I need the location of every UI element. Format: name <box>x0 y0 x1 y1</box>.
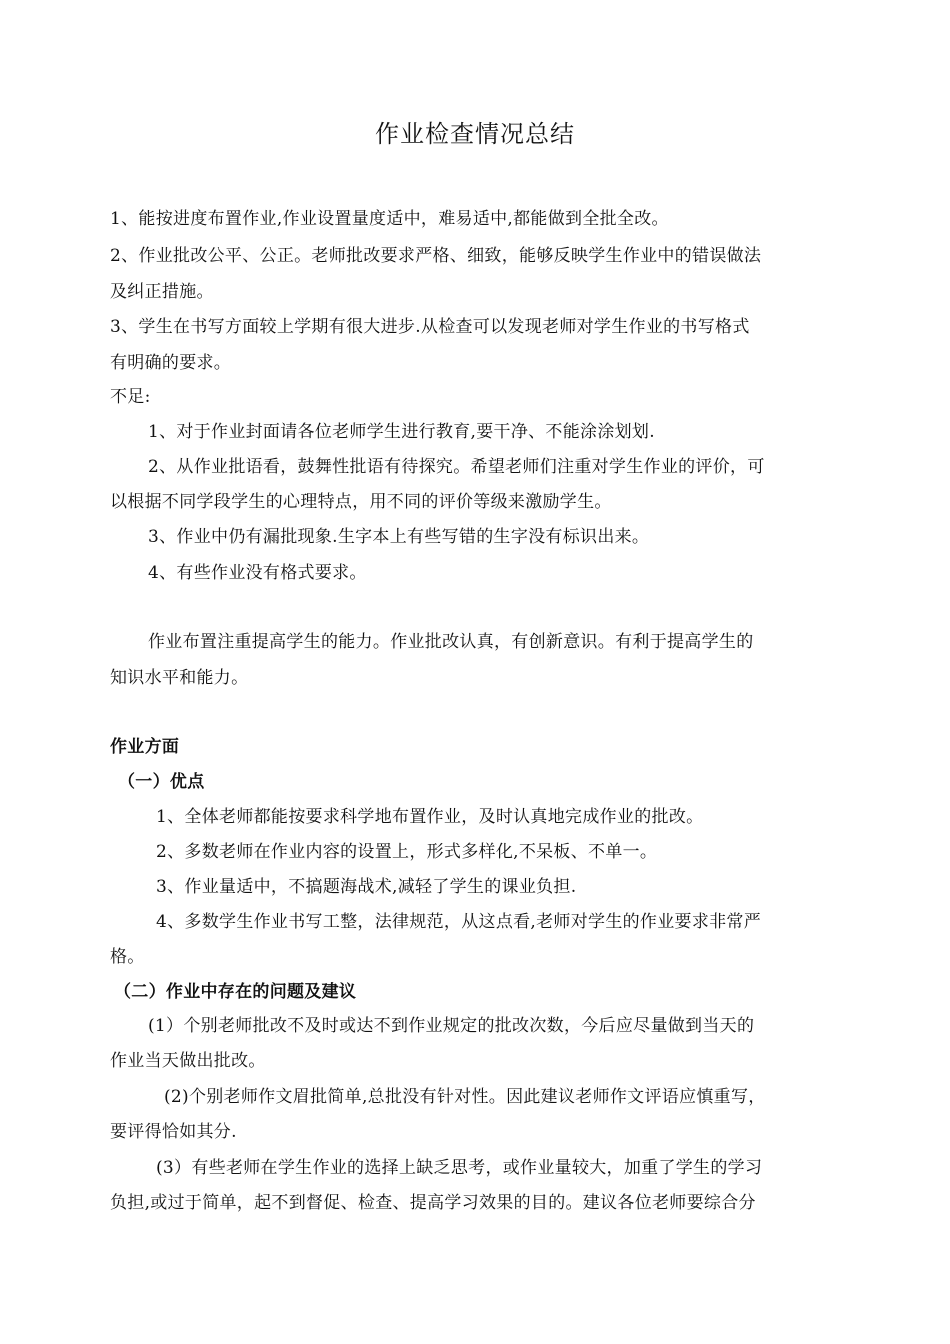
text-line: 要评得恰如其分. <box>110 1122 237 1142</box>
text-line: 有明确的要求。 <box>110 353 232 373</box>
section-label: 不足: <box>110 387 151 407</box>
text-line: 负担,或过于简单，起不到督促、检查、提高学习效果的目的。建议各位老师要综合分 <box>110 1193 756 1213</box>
text-line: 3、作业中仍有漏批现象.生字本上有些写错的生字没有标识出来。 <box>148 527 650 547</box>
text-line: 3、作业量适中，不搞题海战术,减轻了学生的课业负担. <box>156 877 577 897</box>
text-line: 知识水平和能力。 <box>110 668 249 688</box>
text-line: 以根据不同学段学生的心理特点，用不同的评价等级来激励学生。 <box>110 492 612 512</box>
text-line: 1、全体老师都能按要求科学地布置作业，及时认真地完成作业的批改。 <box>156 807 704 827</box>
text-line: 3、学生在书写方面较上学期有很大进步.从检查可以发现老师对学生作业的书写格式 <box>110 317 750 337</box>
text-line: 作业当天做出批改。 <box>110 1051 266 1071</box>
text-line: 1、能按进度布置作业,作业设置量度适中，难易适中,都能做到全批全改。 <box>110 209 669 229</box>
text-line: 4、多数学生作业书写工整，法律规范，从这点看,老师对学生的作业要求非常严 <box>156 912 762 932</box>
text-line: 1、对于作业封面请各位老师学生进行教育,要干净、不能涂涂划划. <box>148 422 655 442</box>
section-heading: 作业方面 <box>110 737 180 757</box>
text-line: (3）有些老师在学生作业的选择上缺乏思考，或作业量较大，加重了学生的学习 <box>156 1158 763 1178</box>
text-line: 2、从作业批语看，鼓舞性批语有待探究。希望老师们注重对学生作业的评价，可 <box>148 457 765 477</box>
document-title: 作业检查情况总结 <box>375 120 575 148</box>
subsection-heading: （一）优点 <box>118 772 205 792</box>
text-line: 格。 <box>110 947 145 967</box>
text-line: 2、作业批改公平、公正。老师批改要求严格、细致，能够反映学生作业中的错误做法 <box>110 246 762 266</box>
subsection-heading: （二）作业中存在的问题及建议 <box>114 982 357 1002</box>
text-line: 4、有些作业没有格式要求。 <box>148 563 367 583</box>
text-line: (1）个别老师批改不及时或达不到作业规定的批改次数，今后应尽量做到当天的 <box>148 1016 755 1036</box>
text-line: 作业布置注重提高学生的能力。作业批改认真，有创新意识。有利于提高学生的 <box>148 632 754 652</box>
text-line: 2、多数老师在作业内容的设置上，形式多样化,不呆板、不单一。 <box>156 842 658 862</box>
text-line: 及纠正措施。 <box>110 282 214 302</box>
text-line: (2)个别老师作文眉批简单,总批没有针对性。因此建议老师作文评语应慎重写， <box>164 1087 766 1107</box>
